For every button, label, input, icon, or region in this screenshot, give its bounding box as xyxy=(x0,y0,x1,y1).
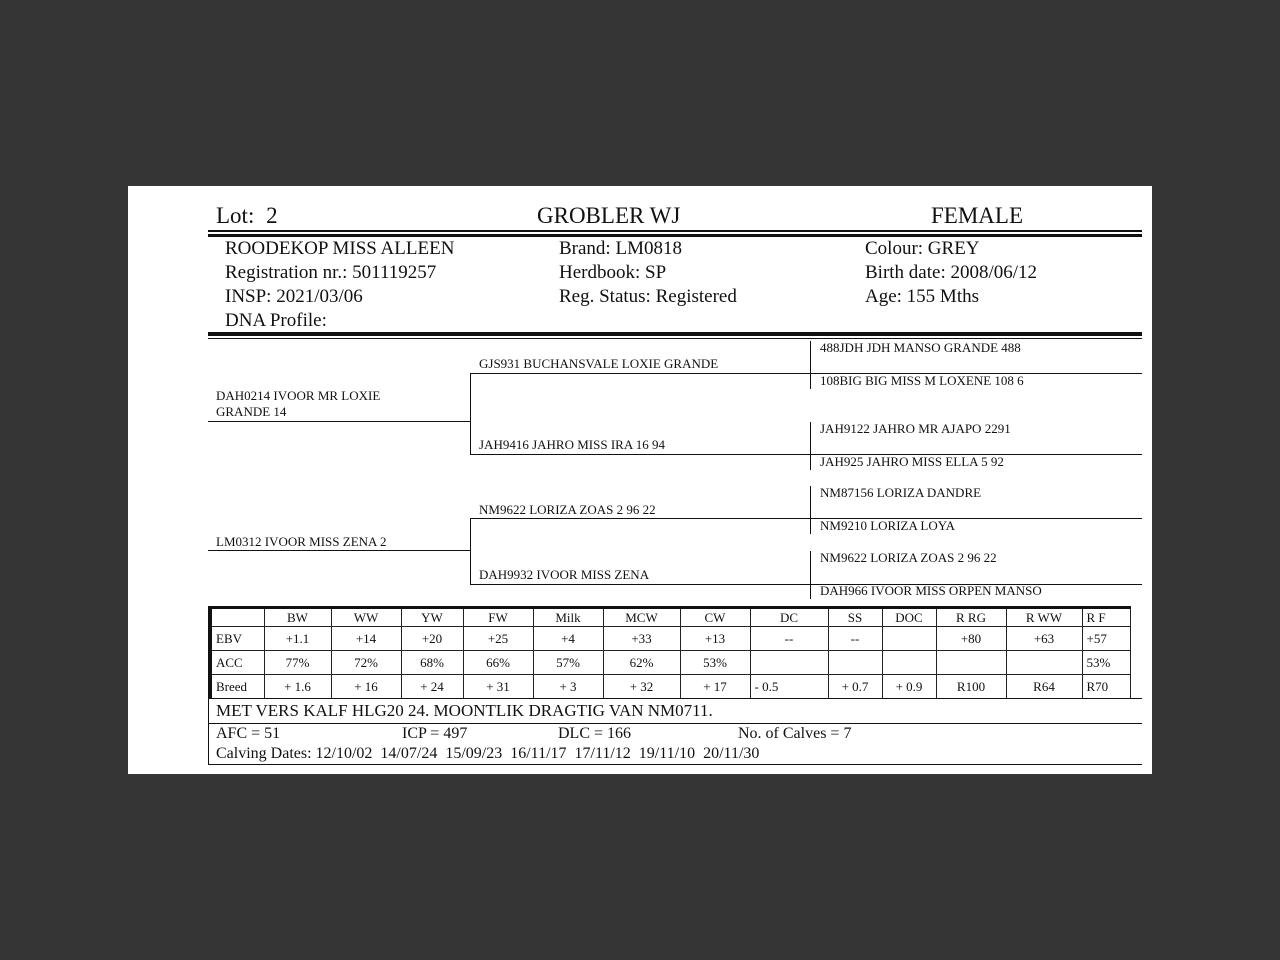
acc-cell: 53% xyxy=(1082,651,1130,675)
ebv-column-header: DOC xyxy=(882,608,936,627)
ebv-column-header: Milk xyxy=(533,608,603,627)
breed-row xyxy=(210,675,1130,699)
breed-cell: + 1.6 xyxy=(264,675,331,699)
acc-cell: 57% xyxy=(533,651,603,675)
ebv-column-header: DC xyxy=(750,608,828,627)
ggp-bracket-4 xyxy=(810,551,811,599)
ggp-name: NM87156 LORIZA DANDRE xyxy=(820,485,982,500)
ebv-corner-cell xyxy=(210,608,264,627)
ebv-cell: +1.1 xyxy=(264,627,331,651)
ebv-cell: +80 xyxy=(936,627,1006,651)
acc-cell xyxy=(750,651,828,675)
ebv-cell: +4 xyxy=(533,627,603,651)
ggp-bracket-1 xyxy=(810,341,811,389)
inspection-date: INSP: 2021/03/06 xyxy=(225,286,363,307)
acc-cell: 77% xyxy=(264,651,331,675)
footer-left-rule xyxy=(208,698,209,764)
brand: Brand: LM0818 xyxy=(559,238,682,259)
ggp-bracket-2 xyxy=(810,422,811,470)
acc-cell: 68% xyxy=(401,651,463,675)
icp-stat: ICP = 497 xyxy=(402,725,468,742)
ggp-name: JAH9122 JAHRO MR AJAPO 2291 xyxy=(820,421,1011,436)
dam-dam-name: DAH9932 IVOOR MISS ZENA xyxy=(479,567,650,582)
dam-line xyxy=(208,550,470,551)
breed-cell: + 16 xyxy=(331,675,401,699)
ebv-cell: -- xyxy=(750,627,828,651)
ebv-column-header: MCW xyxy=(603,608,680,627)
header-rule-thick xyxy=(208,234,1142,237)
lot-label xyxy=(216,203,278,229)
ggp-bracket-3 xyxy=(810,486,811,534)
ebv-cell: +13 xyxy=(680,627,750,651)
reg-status: Reg. Status: Registered xyxy=(559,286,737,307)
ebv-cell: -- xyxy=(828,627,882,651)
ebv-column-header: R RG xyxy=(936,608,1006,627)
acc-cell: 66% xyxy=(463,651,533,675)
breed-cell: + 0.7 xyxy=(828,675,882,699)
ebv-cell xyxy=(882,627,936,651)
sire-sire-line xyxy=(470,373,810,374)
catalogue-sheet xyxy=(128,186,1152,774)
registration-number: Registration nr.: 501119257 xyxy=(225,262,437,283)
calves-count: No. of Calves = 7 xyxy=(738,725,852,742)
ebv-column-header: BW xyxy=(264,608,331,627)
breed-cell: + 3 xyxy=(533,675,603,699)
sire-sire-name: GJS931 BUCHANSVALE LOXIE GRANDE xyxy=(479,356,719,371)
animal-name: ROODEKOP MISS ALLEEN xyxy=(225,238,455,259)
sex-label: FEMALE xyxy=(931,203,1023,228)
sire-name: DAH0214 IVOOR MR LOXIE GRANDE 14 xyxy=(216,388,381,419)
ebv-column-header: R WW xyxy=(1006,608,1082,627)
ebv-column-header: R F xyxy=(1082,608,1130,627)
breed-cell: - 0.5 xyxy=(750,675,828,699)
birth-date: Birth date: 2008/06/12 xyxy=(865,262,1038,283)
acc-cell: 62% xyxy=(603,651,680,675)
acc-cell: 72% xyxy=(331,651,401,675)
age: Age: 155 Mths xyxy=(865,286,979,307)
ebv-column-header: CW xyxy=(680,608,750,627)
acc-cell: 53% xyxy=(680,651,750,675)
dam-bracket xyxy=(470,518,471,584)
dna-profile: DNA Profile: xyxy=(225,310,327,331)
breed-cell: + 31 xyxy=(463,675,533,699)
ggp-name: 488JDH JDH MANSO GRANDE 488 xyxy=(820,340,1021,355)
info-rule xyxy=(208,338,1142,339)
breed-cell: R64 xyxy=(1006,675,1082,699)
ggp-name: NM9622 LORIZA ZOAS 2 96 22 xyxy=(820,550,997,565)
ebv-cell: +63 xyxy=(1006,627,1082,651)
ebv-cell: +25 xyxy=(463,627,533,651)
ebv-row-label: ACC xyxy=(210,651,264,675)
ggp-name: JAH925 JAHRO MISS ELLA 5 92 xyxy=(820,454,1004,469)
breed-cell: + 17 xyxy=(680,675,750,699)
ebv-column-header: WW xyxy=(331,608,401,627)
dam-name: LM0312 IVOOR MISS ZENA 2 xyxy=(216,534,387,549)
lot-label-text: Lot: xyxy=(216,203,255,228)
breed-cell: R100 xyxy=(936,675,1006,699)
calving-dates: Calving Dates: 12/10/02 14/07/24 15/09/23 16/11/17 17/11/12 19/11/10 20/11/30 xyxy=(216,745,760,762)
ebv-column-header: FW xyxy=(463,608,533,627)
acc-row xyxy=(210,651,1130,675)
ebv-column-header: YW xyxy=(401,608,463,627)
ebv-header-row xyxy=(210,608,1130,627)
ebv-cell: +20 xyxy=(401,627,463,651)
ggp-name: 108BIG BIG MISS M LOXENE 108 6 xyxy=(820,373,1024,388)
herdbook: Herdbook: SP xyxy=(559,262,667,283)
lot-number: 2 xyxy=(266,203,278,228)
ebv-row xyxy=(210,627,1130,651)
dam-sire-name: NM9622 LORIZA ZOAS 2 96 22 xyxy=(479,502,656,517)
dam-sire-line xyxy=(470,518,810,519)
sire-bracket xyxy=(470,373,471,454)
breed-cell: + 32 xyxy=(603,675,680,699)
sire-line xyxy=(208,421,470,422)
acc-cell xyxy=(1006,651,1082,675)
owner-name: GROBLER WJ xyxy=(537,203,681,228)
ggp-name: NM9210 LORIZA LOYA xyxy=(820,518,956,533)
colour: Colour: GREY xyxy=(865,238,980,259)
ggp-name: DAH966 IVOOR MISS ORPEN MANSO xyxy=(820,583,1042,598)
footer-top-rule xyxy=(208,698,1142,699)
header-rule xyxy=(208,230,1142,232)
sire-dam-line xyxy=(470,454,810,455)
acc-cell xyxy=(828,651,882,675)
footer-bottom-rule xyxy=(208,764,1142,765)
dlc-stat: DLC = 166 xyxy=(558,725,632,742)
ebv-cell: +14 xyxy=(331,627,401,651)
ebv-column-header: SS xyxy=(828,608,882,627)
ebv-table xyxy=(208,606,1131,699)
ebv-row-label: Breed xyxy=(210,675,264,699)
info-rule-thick xyxy=(208,332,1142,336)
breed-cell: + 24 xyxy=(401,675,463,699)
afc-stat: AFC = 51 xyxy=(216,725,281,742)
ebv-cell: +33 xyxy=(603,627,680,651)
sire-dam-name: JAH9416 JAHRO MISS IRA 16 94 xyxy=(479,437,665,452)
remarks-rule xyxy=(208,723,1142,724)
remarks: MET VERS KALF HLG20 24. MOONTLIK DRAGTIG VAN NM0711. xyxy=(216,701,713,720)
ebv-cell: +57 xyxy=(1082,627,1130,651)
acc-cell xyxy=(882,651,936,675)
acc-cell xyxy=(936,651,1006,675)
ebv-row-label: EBV xyxy=(210,627,264,651)
breed-cell: + 0.9 xyxy=(882,675,936,699)
dam-dam-line xyxy=(470,584,810,585)
breed-cell: R70 xyxy=(1082,675,1130,699)
